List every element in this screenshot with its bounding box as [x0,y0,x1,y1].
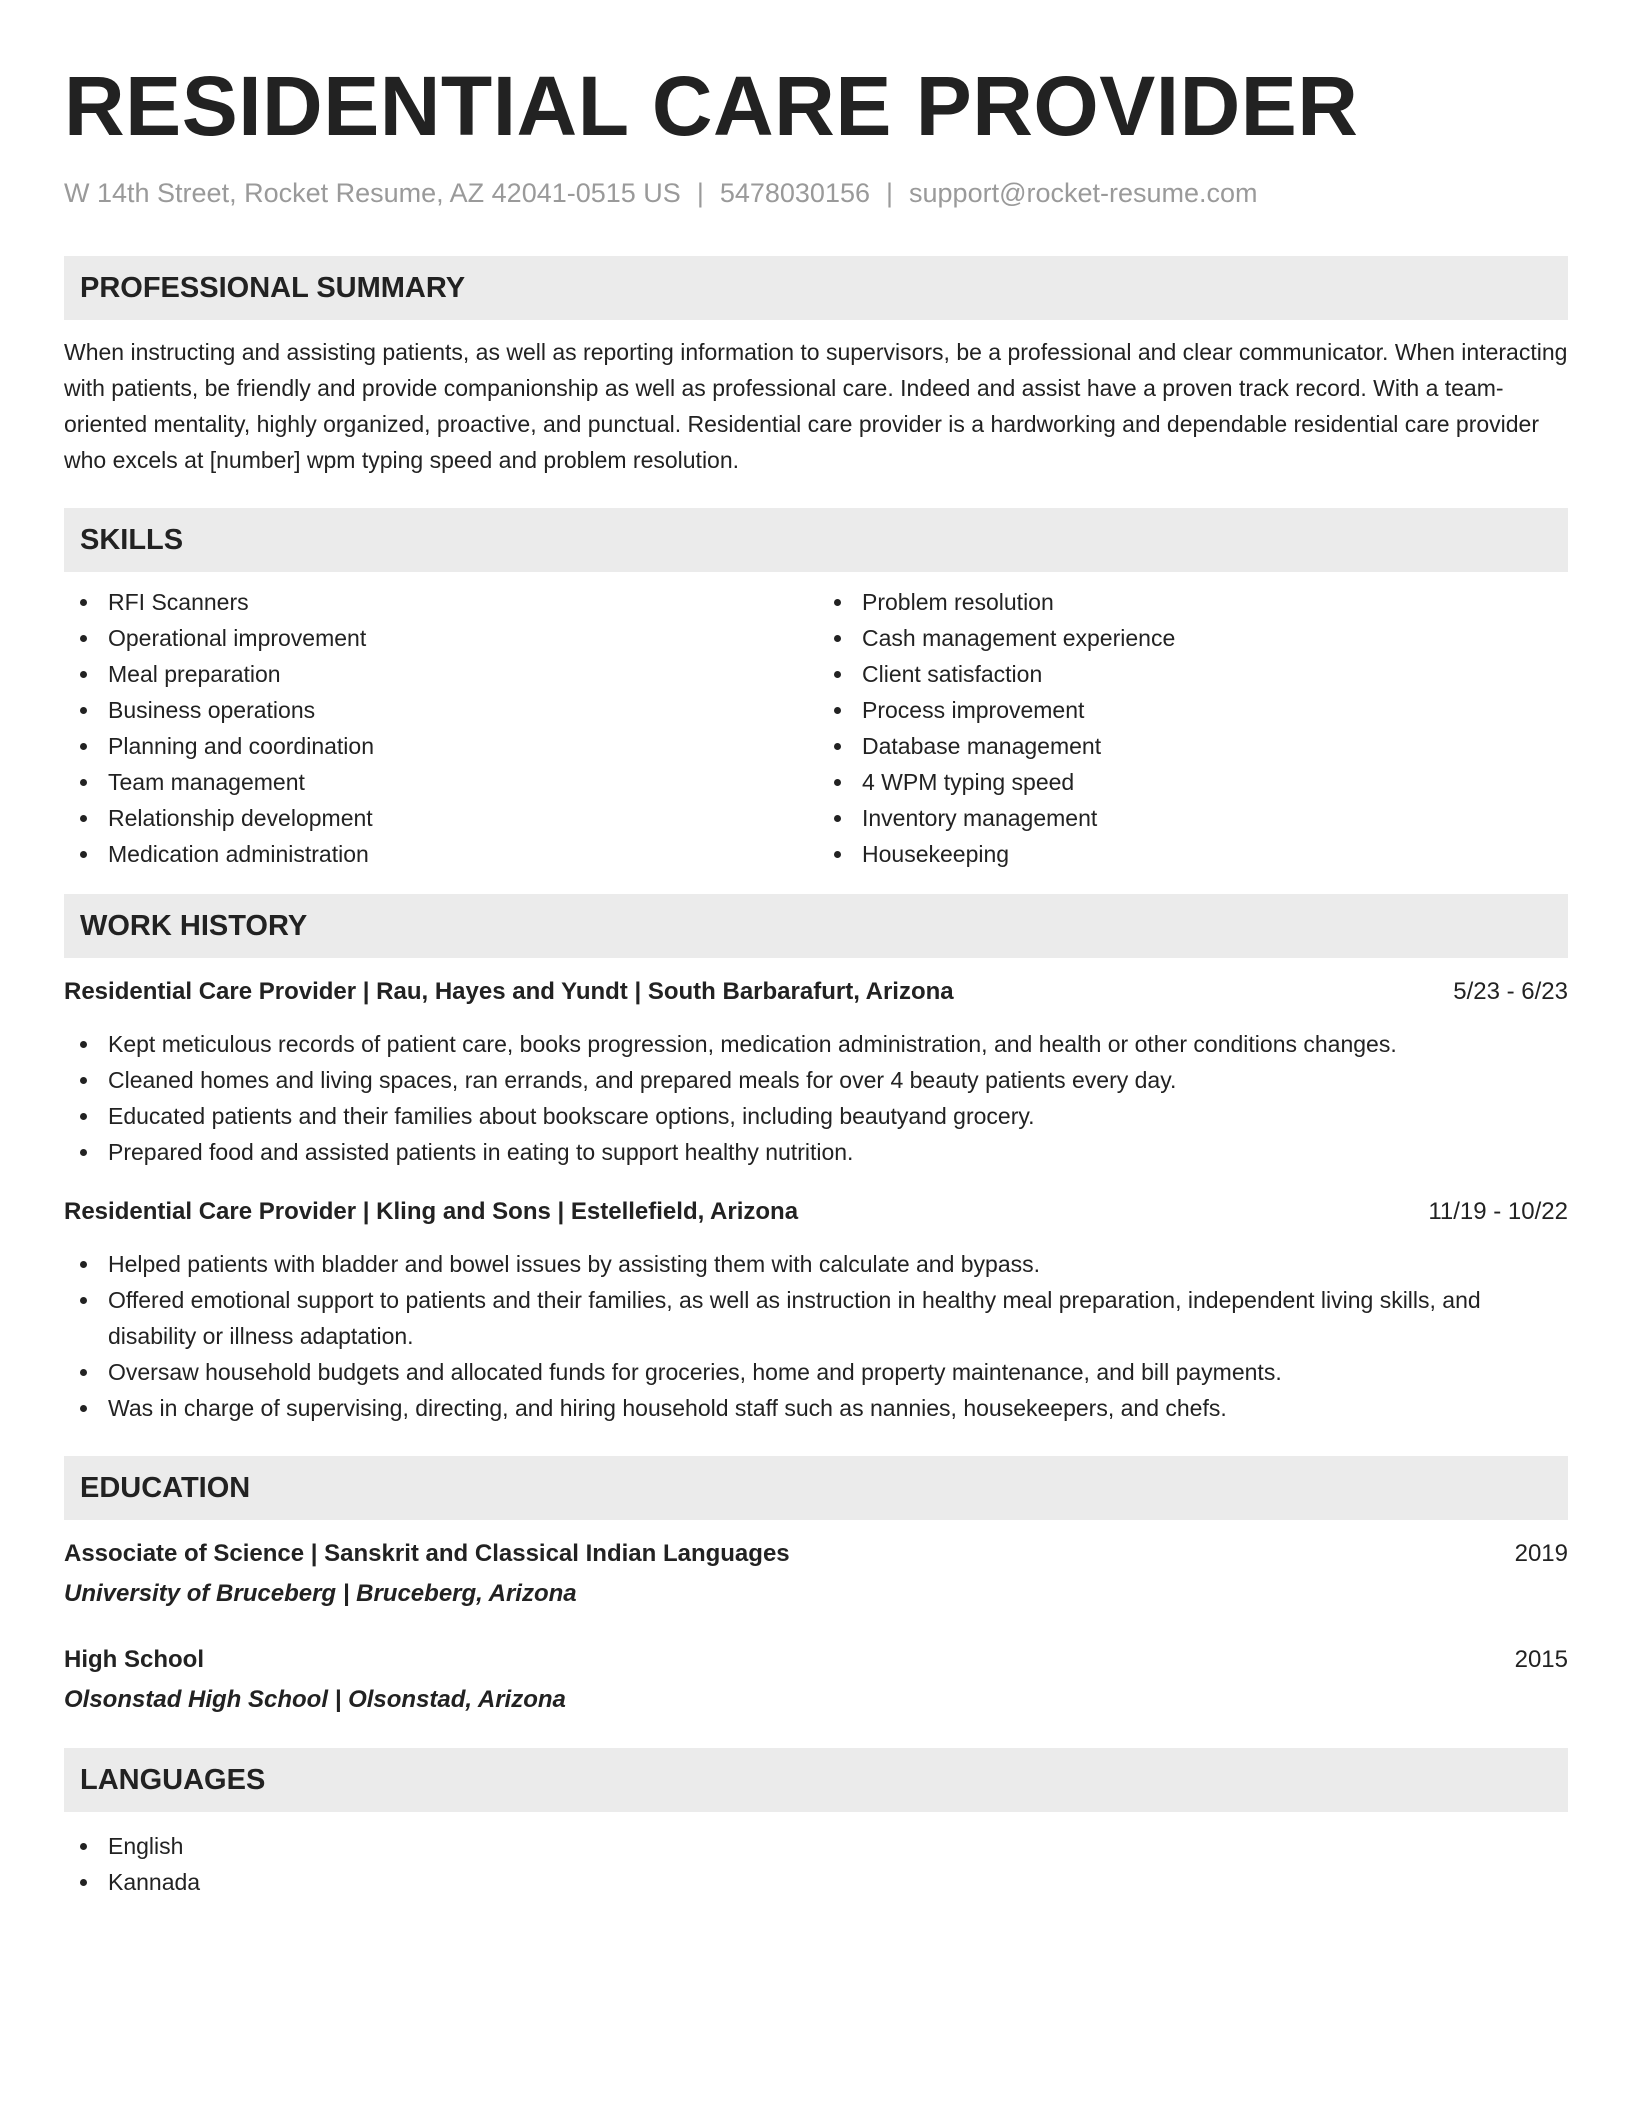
skill-item: Client satisfaction [816,656,1568,692]
skill-item: Team management [64,764,816,800]
skill-item: 4 WPM typing speed [816,764,1568,800]
skills-list [64,584,1568,872]
job-duty: Offered emotional support to patients and their families, as well as instruction in healthy meal preparation, independent living skills, and disability or illness adaptation. [64,1282,1568,1354]
degree-title: Associate of Science | Sanskrit and Classical Indian Languages [64,1540,790,1567]
section-heading-education: EDUCATION [64,1456,1568,1520]
contact-separator: | [696,178,704,208]
job-title: Residential Care Provider | Rau, Hayes and Yundt | South Barbarafurt, Arizona [64,978,954,1005]
skill-item: Business operations [64,692,816,728]
degree-title: High School [64,1646,204,1673]
section-heading-skills: SKILLS [64,508,1568,572]
section-heading-languages: LANGUAGES [64,1748,1568,1812]
skill-item: Process improvement [816,692,1568,728]
school-name: University of Bruceberg | Bruceberg, Arizona [64,1580,577,1607]
education-entry [64,1536,1568,1612]
contact-phone: 5478030156 [719,178,870,208]
job-title: Residential Care Provider | Kling and Sons | Estellefield, Arizona [64,1198,799,1225]
skill-item: Meal preparation [64,656,816,692]
skill-item: Relationship development [64,800,816,836]
education-entry-header [64,1642,1568,1678]
skill-item: Inventory management [816,800,1568,836]
skill-item: Medication administration [64,836,816,872]
resume-name: RESIDENTIAL CARE PROVIDER [64,59,1359,153]
language-item: Kannada [64,1864,1568,1900]
skill-item: Database management [816,728,1568,764]
skill-item: Housekeeping [816,836,1568,872]
work-entry-header [64,974,1568,1010]
job-duties [64,1246,1568,1426]
contact-email: support@rocket-resume.com [909,178,1258,208]
job-duty: Educated patients and their families about bookscare options, including beautyand grocery. [64,1098,1568,1134]
skill-item: Planning and coordination [64,728,816,764]
skills-column-right [816,584,1568,872]
skill-item: Problem resolution [816,584,1568,620]
job-duties [64,1026,1568,1170]
skill-item: RFI Scanners [64,584,816,620]
job-duty: Oversaw household budgets and allocated funds for groceries, home and property maintenance, and bill payments. [64,1354,1568,1390]
job-dates: 11/19 - 10/22 [1428,1198,1568,1225]
graduation-year: 2019 [1514,1540,1568,1567]
language-item: English [64,1828,1568,1864]
job-duty: Helped patients with bladder and bowel issues by assisting them with calculate and bypass. [64,1246,1568,1282]
education-entry-header [64,1536,1568,1572]
section-heading-summary: PROFESSIONAL SUMMARY [64,256,1568,320]
job-duty: Cleaned homes and living spaces, ran errands, and prepared meals for over 4 beauty patients every day. [64,1062,1568,1098]
job-duty: Prepared food and assisted patients in eating to support healthy nutrition. [64,1134,1568,1170]
skill-item: Operational improvement [64,620,816,656]
skill-item: Cash management experience [816,620,1568,656]
graduation-year: 2015 [1514,1646,1568,1673]
contact-line [64,176,1568,210]
section-heading-work-history: WORK HISTORY [64,894,1568,958]
school-name: Olsonstad High School | Olsonstad, Arizona [64,1686,566,1713]
job-duty: Was in charge of supervising, directing, and hiring household staff such as nannies, housekeepers, and chefs. [64,1390,1568,1426]
job-duty: Kept meticulous records of patient care, books progression, medication administration, and health or other conditions changes. [64,1026,1568,1062]
contact-separator: | [886,178,894,208]
work-entry-header [64,1194,1568,1230]
education-entry [64,1642,1568,1718]
work-entry [64,1194,1568,1426]
languages-list [64,1828,1568,1900]
work-entry [64,974,1568,1170]
summary-text: When instructing and assisting patients, as well as reporting information to supervisors, be a professional and clear communicator. When interacting with patients, be friendly and provide companionship as well as professional care. Indeed and assist have a proven track record. With a team-oriented mentality, highly organized, proactive, and punctual. Residential care provider is a hardworking and dependable residential care provider who excels at [number] wpm typing speed and problem resolution. [64,339,1568,473]
job-dates: 5/23 - 6/23 [1453,978,1568,1005]
contact-address: W 14th Street, Rocket Resume, AZ 42041-0515 US [64,178,681,208]
skills-column-left [64,584,816,872]
